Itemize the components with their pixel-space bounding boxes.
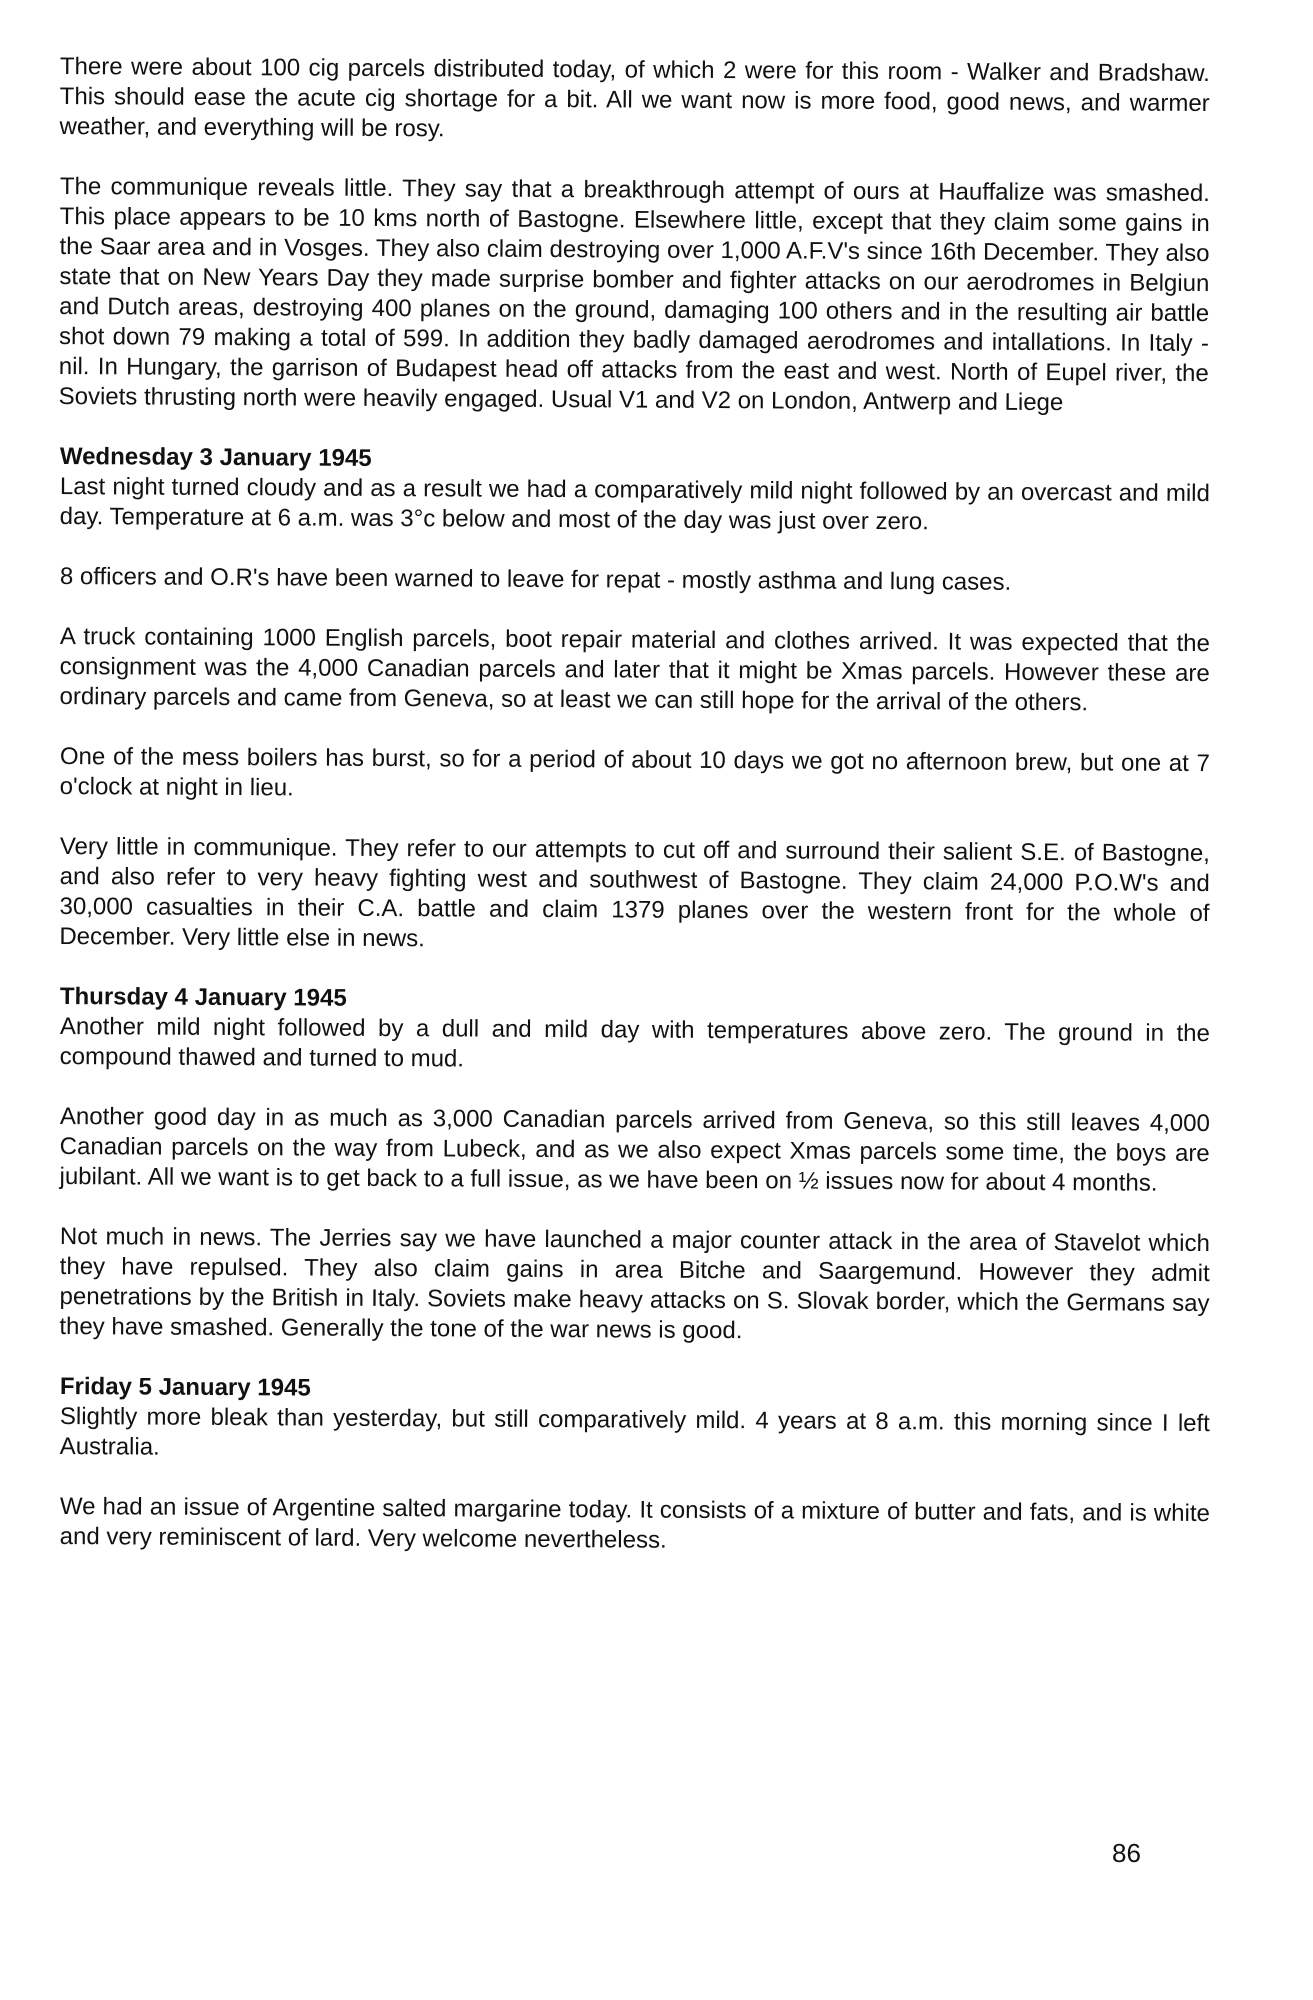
entry-paragraph: Another good day in as much as 3,000 Canadian parcels arrived from Geneva, so this still leaves 4,000 Canadian parcels on the way from Lubeck, and as we also expect Xmas parcels some time, the boys are jubilant. All we want is to get back to a full issue, as we have been on ½ issues now for about 4 months.	[59, 1103, 1210, 1197]
entry-paragraph: Not much in news. The Jerries say we have launched a major counter attack in the area of Stavelot which they have repulsed. They also claim gains in area Bitche and Saargemund. However they admit penetrations by the British in Italy. Soviets make heavy attacks on S. Slovak border, which the Germans say they have smashed. Generally the tone of the war news is good.	[59, 1223, 1210, 1345]
intro-paragraph-1: There were about 100 cig parcels distributed today, of which 2 were for this room - Walker and Bradshaw. This should ease the acute cig shortage for a bit. All we want now is more food, good news, and warmer weather, and everything will be rosy.	[59, 52, 1210, 143]
entry-date-heading: Wednesday 3 January 1945	[59, 442, 372, 472]
entry-date-heading: Friday 5 January 1945	[59, 1373, 311, 1402]
entry-date-heading: Thursday 4 January 1945	[59, 983, 347, 1012]
entry-paragraph: Last night turned cloudy and as a result we had a comparatively mild night followed by an overcast and mild day. Temperature at 6 a.m. was 3°c below and most of the day was just over zero.	[59, 472, 1210, 536]
entry-paragraph: 8 officers and O.R's have been warned to leave for repat - mostly asthma and lung cases.	[59, 563, 1012, 596]
entry-paragraph: A truck containing 1000 English parcels, boot repair material and clothes arrived. It was expected that the consignment was the 4,000 Canadian parcels and later that it might be Xmas parcels. However these are ordinary parcels and came from Geneva, so at least we can still hope for the arrival of the others.	[59, 623, 1210, 717]
entry-paragraph: Another mild night followed by a dull and mild day with temperatures above zero. The ground in the compound thawed and turned to mud.	[59, 1013, 1210, 1073]
diary-entry-friday	[60, 1372, 1210, 1552]
intro-paragraph-2: The communique reveals little. They say that a breakthrough attempt of ours at Hauffalize was smashed. This place appears to be 10 kms north of Bastogne. Elsewhere little, except that they claim some gains in the Saar area and in Vosges. They also claim destroying over 1,000 A.F.V's since 16th December. They also state that on New Years Day they made surprise bomber and fighter attacks on our aerodromes in Belgiun and Dutch areas, destroying 400 planes on the ground, damaging 100 others and in the resulting air battle shot down 79 making a total of 599. In addition they badly damaged aerodromes and intallations. In Italy - nil. In Hungary, the garrison of Budapest head off attacks from the east and west. North of Eupel river, the Soviets thrusting north were heavily engaged. Usual V1 and V2 on London, Antwerp and Liege	[58, 172, 1210, 417]
entry-paragraph: Very little in communique. They refer to our attempts to cut off and surround their salient S.E. of Bastogne, and also refer to very heavy fighting west and southwest of Bastogne. They claim 24,000 P.O.W's and 30,000 casualties in their C.A. battle and claim 1379 planes over the western front for the whole of December. Very little else in news.	[59, 833, 1210, 953]
entry-paragraph: Slightly more bleak than yesterday, but still comparatively mild. 4 years at 8 a.m. this morning since I left Australia.	[59, 1403, 1210, 1461]
diary-page	[60, 52, 1210, 1582]
page-number: 86	[1112, 1838, 1141, 1868]
entry-paragraph: One of the mess boilers has burst, so for a period of about 10 days we got no afternoon brew, but one at 7 o'clock at night in lieu.	[59, 743, 1210, 802]
entry-paragraph: We had an issue of Argentine salted margarine today. It consists of a mixture of butter and fats, and is white and very reminiscent of lard. Very welcome nevertheless.	[59, 1493, 1210, 1554]
diary-entry-wednesday	[60, 442, 1210, 952]
diary-entry-thursday	[59, 982, 1210, 1345]
